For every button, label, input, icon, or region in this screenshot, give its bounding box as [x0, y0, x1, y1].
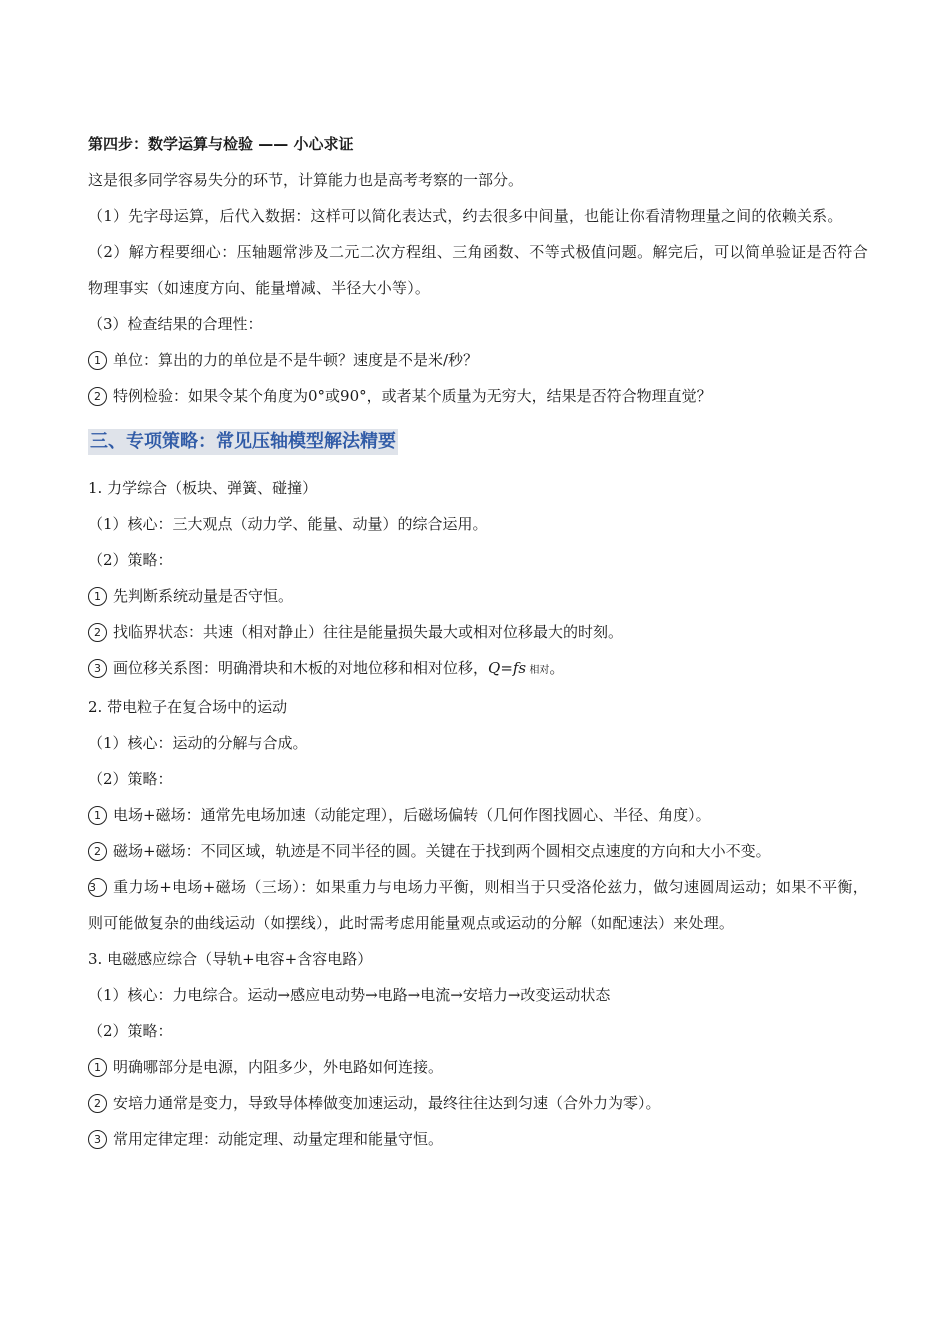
- circled-number-1: 1: [88, 806, 107, 825]
- model1-core: （1）核心：三大观点（动力学、能量、动量）的综合运用。: [88, 515, 488, 533]
- model1-title: 1. 力学综合（板块、弹簧、碰撞）: [88, 479, 318, 497]
- strategy-item-text: 磁场+磁场：不同区域，轨迹是不同半径的圆。关键在于找到两个圆相交点速度的方向和大小不变。: [113, 842, 771, 860]
- model3-strategy: （2）策略：: [88, 1022, 173, 1040]
- step4-paragraph-3: （3）检查结果的合理性：: [88, 315, 263, 333]
- strategy-item-text: 先判断系统动量是否守恒。: [113, 587, 294, 605]
- step4-title: 第四步：数学运算与检验 —— 小心求证: [88, 135, 354, 153]
- document-page: [88, 126, 868, 1157]
- model3-strategy-item-3: [88, 1121, 868, 1157]
- model2-strategy-item-1: [88, 797, 868, 833]
- model2-core: （1）核心：运动的分解与合成。: [88, 734, 308, 752]
- model1-strategy-item-2: [88, 614, 868, 650]
- strategy-item-text: 重力场+电场+磁场（三场）：如果重力与电场力平衡，则相当于只受洛伦兹力，做匀速圆周运动；如果不平衡，则可能做复杂的曲线运动（如摆线），此时需考虑用能量观点或运动的分解（如配速法）来处理。: [88, 878, 868, 932]
- circled-number-1: 1: [88, 351, 107, 370]
- model3-title: 3. 电磁感应综合（导轨+电容+含容电路）: [88, 950, 373, 968]
- circled-number-2: 2: [88, 387, 107, 406]
- model2-title: 2. 带电粒子在复合场中的运动: [88, 698, 288, 716]
- check-item-text: 特例检验：如果令某个角度为0°或90°，或者某个质量为无穷大，结果是否符合物理直觉？: [113, 387, 712, 405]
- model2-strategy-item-2: [88, 833, 868, 869]
- model3-strategy-item-1: [88, 1049, 868, 1085]
- check-item-text: 单位：算出的力的单位是不是牛顿？速度是不是米/秒？: [113, 351, 479, 369]
- step4-paragraph-1: （1）先字母运算，后代入数据：这样可以简化表达式，约去很多中间量，也能让你看清物理量之间的依赖关系。: [88, 207, 843, 225]
- circled-number-2: 2: [88, 1094, 107, 1113]
- circled-number-1: 1: [88, 587, 107, 606]
- section-heading-wrap: [88, 424, 868, 460]
- circled-number-2: 2: [88, 842, 107, 861]
- strategy-item-text: 安培力通常是变力，导致导体棒做变加速运动，最终往往达到匀速（合外力为零）。: [113, 1094, 661, 1112]
- formula: Q=fs: [488, 659, 527, 677]
- model1-strategy: （2）策略：: [88, 551, 173, 569]
- step4-check-item-2: [88, 378, 868, 414]
- formula-subscript: 相对: [526, 665, 550, 676]
- section-heading: 三、专项策略：常见压轴模型解法精要: [88, 429, 398, 455]
- step4-check-item-1: [88, 342, 868, 378]
- model2-strategy: （2）策略：: [88, 770, 173, 788]
- circled-number-3: 3: [88, 659, 107, 678]
- circled-number-3: 3: [88, 1130, 107, 1149]
- circled-number-3: 3: [88, 878, 107, 897]
- strategy-item-text: 常用定律定理：动能定理、动量定理和能量守恒。: [113, 1130, 444, 1148]
- strategy-item-text: 电场+磁场：通常先电场加速（动能定理），后磁场偏转（几何作图找圆心、半径、角度）。: [113, 806, 711, 824]
- strategy-item-text: 画位移关系图：明确滑块和木板的对地位移和相对位移，: [113, 659, 489, 677]
- model3-strategy-item-2: [88, 1085, 868, 1121]
- punctuation: 。: [549, 659, 565, 677]
- model2-strategy-item-3: [88, 869, 868, 941]
- step4-paragraph-2: （2）解方程要细心：压轴题常涉及二元二次方程组、三角函数、不等式极值问题。解完后，可以简单验证是否符合物理事实（如速度方向、能量增减、半径大小等）。: [88, 243, 868, 297]
- step4-intro: 这是很多同学容易失分的环节，计算能力也是高考考察的一部分。: [88, 171, 524, 189]
- model1-strategy-item-3: [88, 650, 868, 689]
- strategy-item-text: 找临界状态：共速（相对静止）往往是能量损失最大或相对位移最大的时刻。: [113, 623, 624, 641]
- strategy-item-text: 明确哪部分是电源，内阻多少，外电路如何连接。: [113, 1058, 444, 1076]
- circled-number-1: 1: [88, 1058, 107, 1077]
- model1-strategy-item-1: [88, 578, 868, 614]
- model3-core: （1）核心：力电综合。运动→感应电动势→电路→电流→安培力→改变运动状态: [88, 986, 611, 1004]
- circled-number-2: 2: [88, 623, 107, 642]
